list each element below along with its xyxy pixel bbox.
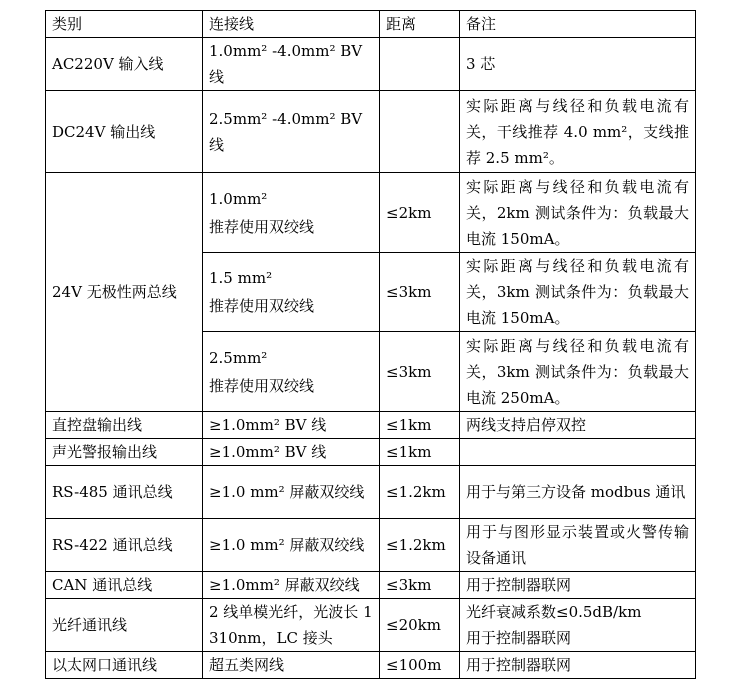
note-cell: 用于控制器联网 (460, 572, 696, 599)
table-row (46, 38, 696, 91)
cable-cell: 1.0mm² -4.0mm² BV 线 (203, 38, 380, 91)
cable-cell: ≥1.0mm² BV 线 (203, 412, 380, 439)
note-cell: 实际距离与线径和负载电流有关，干线推荐 4.0 mm²，支线推荐 2.5 mm²。 (460, 91, 696, 173)
note-cell (460, 599, 696, 652)
distance-cell: ≤1km (380, 439, 460, 466)
table-row (46, 519, 696, 572)
distance-cell: ≤3km (380, 572, 460, 599)
cable-spec-table-wrapper (45, 10, 695, 679)
category-cell: 直控盘输出线 (46, 412, 203, 439)
distance-cell: ≤2km (380, 173, 460, 253)
distance-cell: ≤1.2km (380, 519, 460, 572)
table-row (46, 91, 696, 173)
note-cell: 实际距离与线径和负载电流有关，3km 测试条件为：负载最大电流 150mA。 (460, 253, 696, 332)
distance-cell: ≤1.2km (380, 466, 460, 519)
cable-recommendation: 推荐使用双绞线 (209, 217, 315, 236)
table-row (46, 599, 696, 652)
note-cell: 两线支持启停双控 (460, 412, 696, 439)
cable-cell: 超五类网线 (203, 652, 380, 679)
category-cell: DC24V 输出线 (46, 91, 203, 173)
distance-cell: ≤3km (380, 253, 460, 332)
cable-cell: 2 线单模光纤，光波长 1310nm，LC 接头 (203, 599, 380, 652)
note-cell: 用于与第三方设备 modbus 通讯 (460, 466, 696, 519)
cable-cell (203, 253, 380, 332)
table-row (46, 173, 696, 253)
table-row (46, 572, 696, 599)
category-cell: AC220V 输入线 (46, 38, 203, 91)
header-cable: 连接线 (203, 11, 380, 38)
cable-gauge: 1.0mm² (209, 189, 268, 208)
note-cell: 3 芯 (460, 38, 696, 91)
distance-cell (380, 91, 460, 173)
table-row (46, 652, 696, 679)
cable-recommendation: 推荐使用双绞线 (209, 297, 315, 315)
cable-recommendation: 推荐使用双绞线 (209, 376, 315, 395)
category-cell: 以太网口通讯线 (46, 652, 203, 679)
table-header-row (46, 11, 696, 38)
cable-cell: ≥1.0mm² 屏蔽双绞线 (203, 572, 380, 599)
distance-cell: ≤3km (380, 332, 460, 412)
cable-cell: ≥1.0 mm² 屏蔽双绞线 (203, 466, 380, 519)
category-cell: 声光警报输出线 (46, 439, 203, 466)
distance-cell: ≤20km (380, 599, 460, 652)
cable-cell: 2.5mm² -4.0mm² BV 线 (203, 91, 380, 173)
cable-cell (203, 173, 380, 253)
header-category: 类别 (46, 11, 203, 38)
category-cell: RS-422 通讯总线 (46, 519, 203, 572)
cable-spec-table (45, 10, 696, 679)
table-row (46, 439, 696, 466)
cable-gauge: 2.5mm² (209, 348, 268, 367)
header-distance: 距离 (380, 11, 460, 38)
note-cell: 实际距离与线径和负载电流有关，3km 测试条件为：负载最大电流 250mA。 (460, 332, 696, 412)
category-cell: RS-485 通讯总线 (46, 466, 203, 519)
distance-cell (380, 38, 460, 91)
note-cell (460, 439, 696, 466)
category-cell: 24V 无极性两总线 (46, 173, 203, 412)
fiber-usage-note: 用于控制器联网 (466, 629, 572, 647)
note-cell: 用于控制器联网 (460, 652, 696, 679)
category-cell: 光纤通讯线 (46, 599, 203, 652)
cable-cell (203, 332, 380, 412)
category-cell: CAN 通讯总线 (46, 572, 203, 599)
table-row (46, 412, 696, 439)
cable-cell: ≥1.0mm² BV 线 (203, 439, 380, 466)
distance-cell: ≤100m (380, 652, 460, 679)
table-row (46, 466, 696, 519)
fiber-attenuation-note: 光纤衰减系数≤0.5dB/km (466, 603, 642, 621)
cable-gauge: 1.5 mm² (209, 269, 273, 287)
note-cell: 用于与图形显示装置或火警传输设备通讯 (460, 519, 696, 572)
cable-cell: ≥1.0 mm² 屏蔽双绞线 (203, 519, 380, 572)
note-cell: 实际距离与线径和负载电流有关，2km 测试条件为：负载最大电流 150mA。 (460, 173, 696, 253)
distance-cell: ≤1km (380, 412, 460, 439)
header-note: 备注 (460, 11, 696, 38)
